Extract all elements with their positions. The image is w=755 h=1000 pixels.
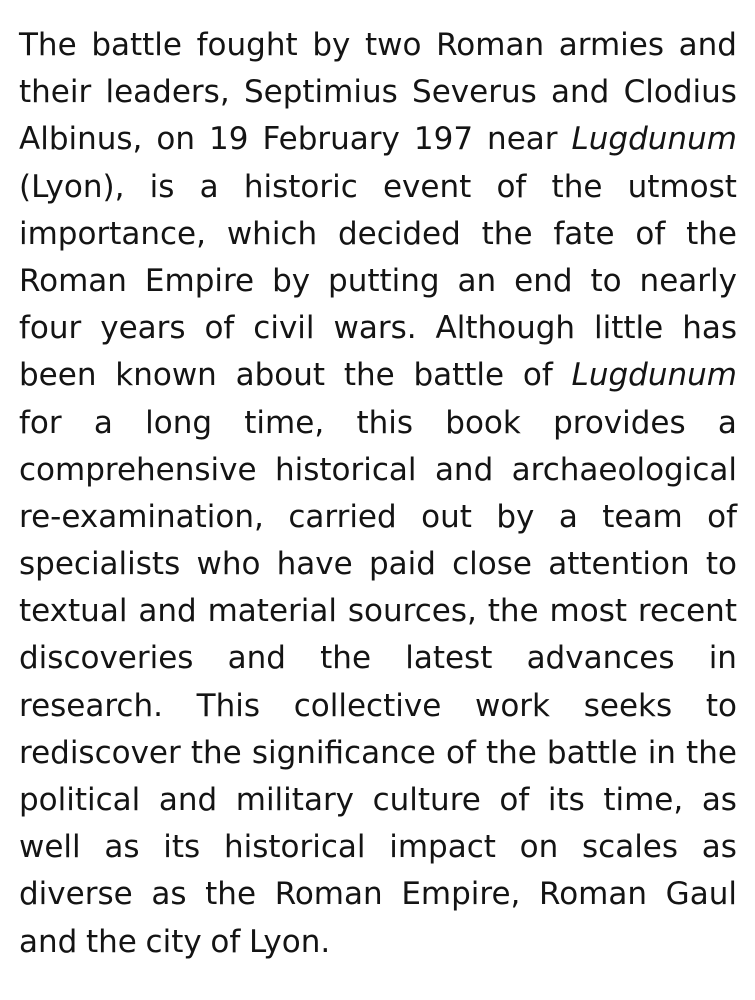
text-line: discoveries and the latest advances in	[19, 640, 737, 677]
text-line: for a long time, this book provides a	[19, 404, 737, 441]
text-line: political and military culture of its time, as	[19, 782, 737, 818]
text-line: diverse as the Roman Empire, Roman Gaul	[19, 876, 737, 913]
text-line: comprehensive historical and archaeological	[19, 451, 737, 488]
text-line: re-examination, carried out by a team of	[19, 498, 737, 535]
text-line: textual and material sources, the most recent	[19, 593, 737, 630]
text-line: The battle fought by two Roman armies and	[19, 27, 737, 63]
text-line: been known about the battle of Lugdunum	[19, 357, 737, 394]
text-line: specialists who have paid close attention to	[19, 546, 737, 583]
text-line: (Lyon), is a historic event of the utmost	[19, 168, 737, 205]
text-line: their leaders, Septimius Severus and Clodius	[19, 74, 737, 111]
text-line: Roman Empire by putting an end to nearly	[19, 262, 737, 299]
text-line: research. This collective work seeks to	[19, 687, 737, 724]
text-line: and the city of Lyon.	[19, 923, 331, 960]
text-line: Albinus, on 19 February 197 near Lugdunum	[19, 121, 737, 158]
text-line: well as its historical impact on scales as	[19, 829, 737, 866]
text-line: four years of civil wars. Although little has	[19, 310, 737, 347]
text-line: rediscover the significance of the battle in the	[19, 734, 737, 771]
body-paragraph	[19, 22, 737, 966]
text-line: importance, which decided the fate of the	[19, 215, 737, 252]
